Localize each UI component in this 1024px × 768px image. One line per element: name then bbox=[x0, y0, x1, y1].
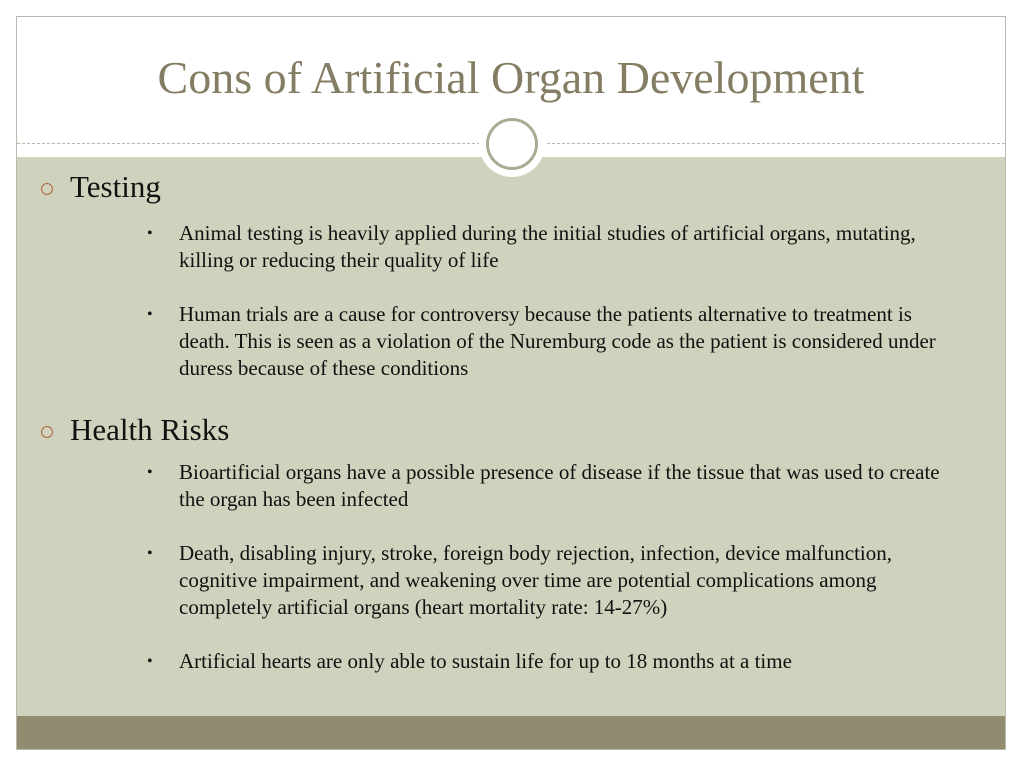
list-item bbox=[145, 459, 945, 513]
bullet-text: Human trials are a cause for controversy because the patients alternative to treatment is death. This is seen as a violation of the Nuremburg code as the patient is considered under duress because of these conditions bbox=[179, 302, 936, 380]
section-heading-health-risks bbox=[41, 412, 229, 448]
bullet-dot-icon: • bbox=[147, 653, 153, 670]
bullet-dot-icon: • bbox=[147, 545, 153, 562]
section-heading-testing bbox=[41, 169, 161, 205]
section-heading-label: Health Risks bbox=[70, 412, 230, 447]
testing-bullet-list bbox=[145, 220, 945, 382]
slide-title: Cons of Artificial Organ Development bbox=[157, 52, 865, 103]
list-item bbox=[145, 301, 945, 382]
list-item bbox=[145, 648, 945, 675]
bullet-dot-icon: • bbox=[147, 225, 153, 242]
list-item bbox=[145, 540, 945, 621]
health-risks-bullet-list bbox=[145, 459, 945, 675]
section-heading-label: Testing bbox=[70, 169, 161, 204]
hollow-circle-bullet-icon bbox=[41, 183, 53, 195]
hollow-circle-bullet-icon bbox=[41, 426, 53, 438]
list-spacer bbox=[145, 274, 945, 301]
bullet-text: Artificial hearts are only able to sustain life for up to 18 months at a time bbox=[179, 649, 792, 673]
bullet-text: Bioartificial organs have a possible presence of disease if the tissue that was used to create the organ has been infected bbox=[179, 460, 940, 511]
slide bbox=[16, 16, 1006, 750]
list-spacer bbox=[145, 621, 945, 648]
list-spacer bbox=[145, 513, 945, 540]
list-item bbox=[145, 220, 945, 274]
bullet-dot-icon: • bbox=[147, 306, 153, 323]
bullet-text: Animal testing is heavily applied during the initial studies of artificial organs, mutating, killing or reducing their quality of life bbox=[179, 221, 916, 272]
bullet-dot-icon: • bbox=[147, 464, 153, 481]
ring-ornament-icon bbox=[486, 118, 538, 170]
bullet-text: Death, disabling injury, stroke, foreign body rejection, infection, device malfunction, cognitive impairment, and weakening over time are potential complications among completely artificial organs (heart mortality rate: 14-27%) bbox=[179, 541, 893, 619]
footer-bar bbox=[17, 716, 1005, 750]
